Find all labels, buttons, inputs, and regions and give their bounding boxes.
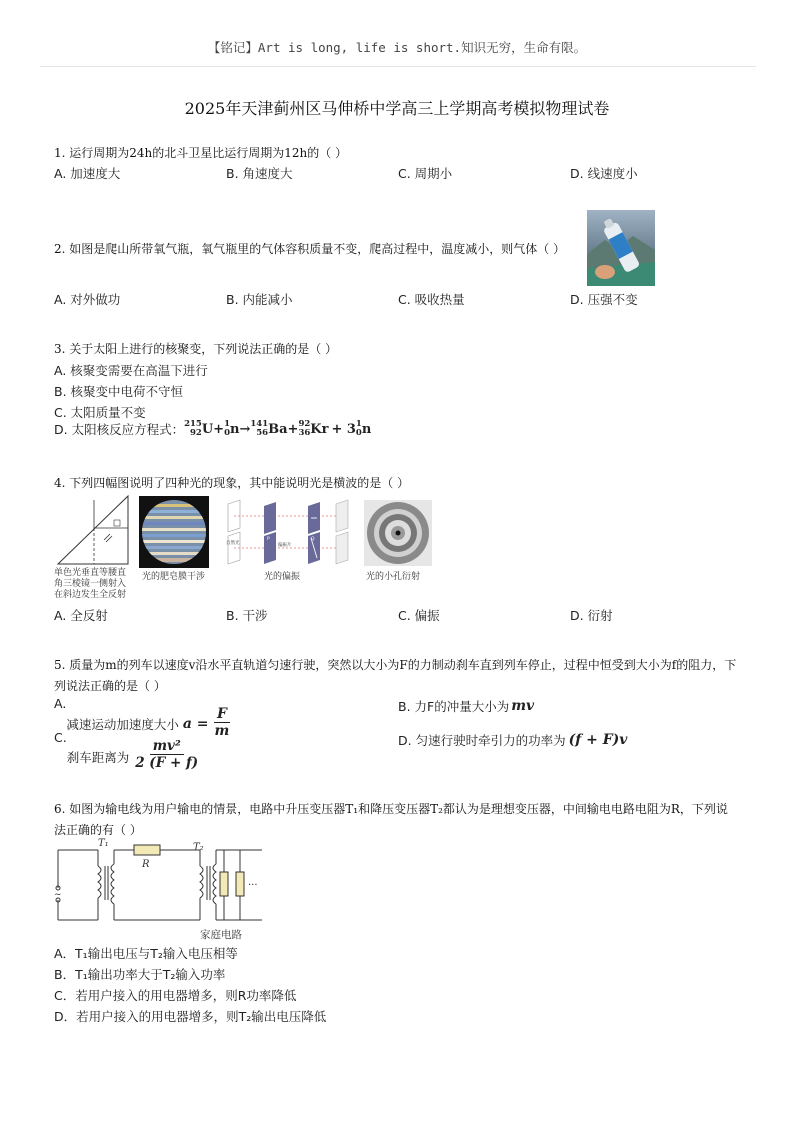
caption-soap-film: 光的肥皂膜干涉 bbox=[142, 572, 206, 582]
q4-option-b[interactable]: B. 干涉 bbox=[226, 608, 268, 623]
fraction-numerator: mv² bbox=[150, 738, 184, 755]
r-label: R bbox=[142, 859, 150, 870]
u-nucleon-numbers bbox=[184, 420, 202, 438]
n2-mass-number: 1 bbox=[355, 419, 362, 429]
t1-label: T₁ bbox=[98, 838, 109, 849]
q4-option-c[interactable]: C. 偏振 bbox=[398, 608, 440, 623]
fig-label-q: Q bbox=[311, 537, 315, 542]
polarization-figure bbox=[220, 498, 354, 568]
q5-option-b[interactable] bbox=[398, 697, 534, 715]
q2-option-c[interactable]: C. 吸收热量 bbox=[398, 292, 465, 307]
q3-stem: 3. 关于太阳上进行的核聚变，下列说法正确的是（ ） bbox=[54, 342, 338, 356]
q1-option-a[interactable]: A. 加速度大 bbox=[54, 166, 121, 181]
q5-option-a-fraction bbox=[212, 706, 233, 739]
q5-option-c-prefix: C. bbox=[54, 730, 67, 745]
fraction-denominator: m bbox=[214, 723, 230, 739]
q6-option-a[interactable]: A．T₁输出电压与T₂输入电压相等 bbox=[54, 946, 238, 961]
fig-label-p: P bbox=[267, 537, 270, 542]
q6-stem-line2: 法正确的有（ ） bbox=[54, 823, 142, 837]
q2-option-d[interactable]: D. 压强不变 bbox=[570, 292, 638, 307]
q3-option-d[interactable] bbox=[54, 420, 371, 438]
t2-label: T₂ bbox=[193, 842, 204, 853]
soap-film-interference-figure bbox=[139, 496, 209, 568]
q5-option-d[interactable] bbox=[398, 731, 627, 749]
q3-option-b[interactable]: B. 核聚变中电荷不守恒 bbox=[54, 384, 184, 399]
ba-atomic-number: 56 bbox=[256, 428, 269, 438]
q5-option-c-text: 刹车距离为 bbox=[66, 749, 130, 765]
q6-option-c[interactable]: C．若用户接入的用电器增多，则R功率降低 bbox=[54, 988, 297, 1003]
q3-option-d-label: D. 太阳核反应方程式： bbox=[54, 422, 185, 437]
u-mass-number: 215 bbox=[184, 419, 202, 429]
q5-option-c-fraction bbox=[132, 738, 201, 771]
q2-option-b[interactable]: B. 内能减小 bbox=[226, 292, 293, 307]
q4-option-a[interactable]: A. 全反射 bbox=[54, 608, 108, 623]
exam-title: 2025年天津蓟州区马伸桥中学高三上学期高考模拟物理试卷 bbox=[184, 99, 610, 118]
kr-symbol: Kr bbox=[310, 421, 329, 437]
q1-option-d[interactable]: D. 线速度小 bbox=[570, 166, 638, 181]
q1-option-b[interactable]: B. 角速度大 bbox=[226, 166, 293, 181]
n1-atomic-number: 0 bbox=[224, 428, 230, 438]
q5-option-b-math: mv bbox=[511, 698, 535, 714]
nuclear-equation bbox=[184, 420, 371, 438]
fraction-numerator: F bbox=[214, 706, 230, 723]
plus-sign: + bbox=[287, 421, 299, 437]
q5-option-d-math: (f + F)v bbox=[568, 732, 628, 748]
kr-atomic-number: 36 bbox=[298, 428, 311, 438]
q2-option-a[interactable]: A. 对外做功 bbox=[54, 292, 121, 307]
n2-symbol: n bbox=[361, 421, 372, 437]
q5-option-b-text: B. 力F的冲量大小为 bbox=[398, 699, 510, 714]
caption-polarization: 光的偏振 bbox=[264, 572, 301, 582]
fig-label-polarizer: 偏振片 bbox=[278, 543, 292, 548]
ac-symbol: ~ bbox=[54, 890, 62, 900]
ba-mass-number: 141 bbox=[250, 419, 269, 429]
ba-nucleon-numbers bbox=[250, 420, 268, 438]
ba-symbol: Ba bbox=[268, 421, 288, 437]
kr-mass-number: 92 bbox=[298, 419, 311, 429]
q5-stem-line1: 5. 质量为m的列车以速度v沿水平直轨道匀速行驶，突然以大小为F的力制动刹车直到列车停止，过程中恒受到大小为f的阻力，下 bbox=[54, 658, 737, 672]
plus-sign: + bbox=[213, 421, 225, 437]
kr-nucleon-numbers bbox=[298, 420, 310, 438]
q5-option-a-text: 减速运动加速度大小 bbox=[66, 716, 179, 732]
n1-mass-number: 1 bbox=[224, 419, 230, 429]
caption-total-reflection: 单色光垂直等腰直角三棱镜一侧射入在斜边发生全反射 bbox=[54, 568, 127, 600]
q6-option-b[interactable]: B．T₁输出功率大于T₂输入功率 bbox=[54, 967, 226, 982]
q5-option-c[interactable] bbox=[54, 730, 204, 771]
q5-option-a-math: a = bbox=[182, 715, 209, 732]
fig-label-natural-light: 自然光 bbox=[226, 541, 240, 546]
q5-stem-line2: 列说法正确的是（ ） bbox=[54, 679, 166, 693]
q5-option-a-prefix: A. bbox=[54, 696, 67, 711]
q5-option-d-text: D. 匀速行驶时牵引力的功率为 bbox=[398, 733, 566, 748]
plus-three: + 3 bbox=[331, 421, 356, 437]
q2-stem: 2. 如图是爬山所带氧气瓶，氧气瓶里的气体容积质量不变，爬高过程中，温度减小，则气体（ ） bbox=[54, 242, 566, 256]
header-divider bbox=[40, 66, 756, 67]
q3-option-a[interactable]: A. 核聚变需要在高温下进行 bbox=[54, 363, 208, 378]
header-motto: 【铭记】Art is long, life is short.知识无穷，生命有限。 bbox=[207, 40, 587, 55]
caption-pinhole: 光的小孔衍射 bbox=[366, 572, 421, 582]
n2-atomic-number: 0 bbox=[355, 428, 362, 438]
q4-option-d[interactable]: D. 衍射 bbox=[570, 608, 613, 623]
q4-stem: 4. 下列四幅图说明了四种光的现象，其中能说明光是横波的是（ ） bbox=[54, 476, 410, 490]
n1-symbol: n bbox=[230, 421, 240, 437]
q6-stem-line1: 6. 如图为输电线为用户输电的情景，电路中升压变压器T₁和降压变压器T₂都认为是理想变压器，中间输电电路电阻为R，下列说 bbox=[54, 802, 728, 816]
u-atomic-number: 92 bbox=[189, 428, 202, 438]
oxygen-bottle-photo bbox=[587, 210, 655, 286]
q1-stem: 1. 运行周期为24h的北斗卫星比运行周期为12h的（ ） bbox=[54, 146, 348, 160]
transmission-circuit-diagram bbox=[52, 836, 266, 944]
q3-option-c[interactable]: C. 太阳质量不变 bbox=[54, 405, 146, 420]
reaction-arrow: → bbox=[239, 421, 251, 437]
prism-total-reflection-figure bbox=[54, 494, 132, 566]
household-circuit-caption: 家庭电路 bbox=[200, 929, 242, 941]
pinhole-diffraction-figure bbox=[364, 500, 432, 566]
q1-option-c[interactable]: C. 周期小 bbox=[398, 166, 453, 181]
u-symbol: U bbox=[201, 421, 214, 437]
q6-option-d[interactable]: D．若用户接入的用电器增多，则T₂输出电压降低 bbox=[54, 1009, 327, 1024]
more-loads-dots: ··· bbox=[248, 880, 258, 891]
fraction-denominator: 2 (F + f) bbox=[135, 755, 199, 771]
